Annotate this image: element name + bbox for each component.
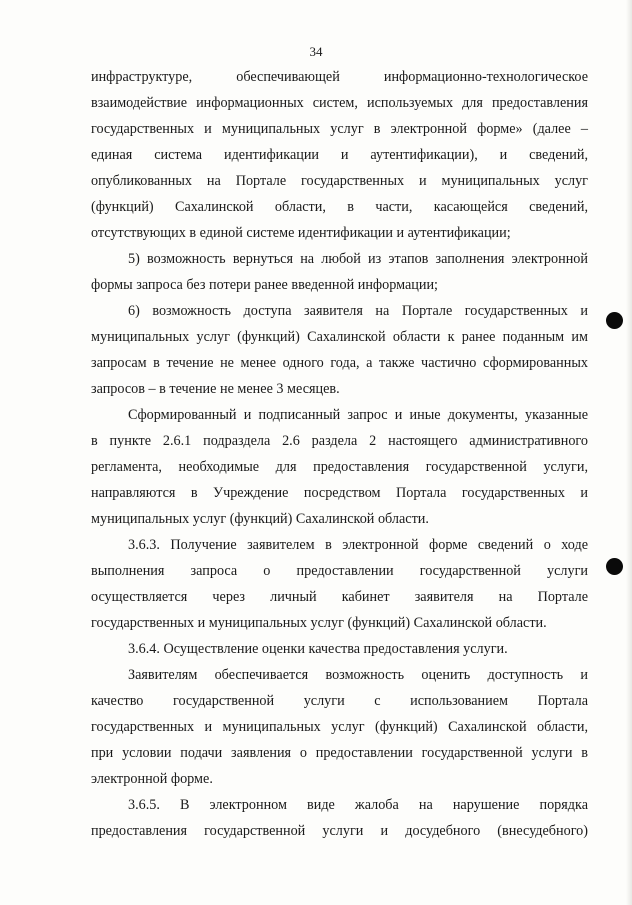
paragraph-3-6-5 <box>91 792 588 844</box>
page-number: 34 <box>309 44 323 59</box>
paragraph-item-6 <box>91 298 588 402</box>
text-line: электронной форме. <box>91 771 213 787</box>
text-line: опубликованных на Портале государственных и муниципальных услуг <box>91 173 588 189</box>
text-line: инфраструктуре, обеспечивающей информационно-технологическое <box>91 69 588 85</box>
punch-hole-top <box>606 312 623 329</box>
text-line: направляются в Учреждение посредством Портала государственных и <box>91 485 588 501</box>
paragraph-quality-assessment <box>91 662 588 792</box>
punch-hole-bottom <box>606 558 623 575</box>
text-line: государственных и муниципальных услуг (функций) Сахалинской области. <box>91 615 547 631</box>
text-line: Сформированный и подписанный запрос и иные документы, указанные <box>128 407 588 423</box>
text-line: единая система идентификации и аутентификации), и сведений, <box>91 147 588 163</box>
paragraph-item-5 <box>91 246 588 298</box>
text-line: в пункте 2.6.1 подраздела 2.6 раздела 2 настоящего административного <box>91 433 588 449</box>
text-line: регламента, необходимые для предоставления государственной услуги, <box>91 459 588 475</box>
paragraph-3-6-4 <box>91 636 588 662</box>
paragraph-3-6-3 <box>91 532 588 636</box>
text-line: предоставления государственной услуги и досудебного (внесудебного) <box>91 823 588 839</box>
paragraph-submission <box>91 402 588 532</box>
document-body <box>91 64 588 844</box>
text-line: государственных и муниципальных услуг (функций) Сахалинской области, <box>91 719 588 735</box>
text-line: 6) возможность доступа заявителя на Портале государственных и <box>128 303 588 319</box>
text-line: государственных и муниципальных услуг в электронной форме» (далее – <box>91 121 588 137</box>
text-line: (функций) Сахалинской области, в части, касающейся сведений, <box>91 199 588 215</box>
text-line: муниципальных услуг (функций) Сахалинской области к ранее поданным им <box>91 329 588 345</box>
text-line: 5) возможность вернуться на любой из этапов заполнения электронной <box>128 251 588 267</box>
text-line: запросам в течение не менее одного года, а также частично сформированных <box>91 355 588 371</box>
text-line: 3.6.3. Получение заявителем в электронной форме сведений о ходе <box>128 537 588 553</box>
text-line: запросов – в течение не менее 3 месяцев. <box>91 381 340 397</box>
text-line: Заявителям обеспечивается возможность оценить доступность и <box>128 667 588 683</box>
text-line: отсутствующих в единой системе идентификации и аутентификации; <box>91 225 511 241</box>
paragraph-continuation <box>91 64 588 246</box>
text-line: выполнения запроса о предоставлении государственной услуги <box>91 563 588 579</box>
text-line: взаимодействие информационных систем, используемых для предоставления <box>91 95 588 111</box>
text-line: качество государственной услуги с использованием Портала <box>91 693 588 709</box>
text-line: осуществляется через личный кабинет заявителя на Портале <box>91 589 588 605</box>
text-line: муниципальных услуг (функций) Сахалинской области. <box>91 511 429 527</box>
text-line: 3.6.5. В электронном виде жалоба на нарушение порядка <box>128 797 588 813</box>
page-edge-shadow <box>626 0 632 905</box>
text-line: при условии подачи заявления о предоставлении государственной услуги в <box>91 745 588 761</box>
text-line: формы запроса без потери ранее введенной информации; <box>91 277 438 293</box>
text-line: 3.6.4. Осуществление оценки качества предоставления услуги. <box>128 641 508 657</box>
